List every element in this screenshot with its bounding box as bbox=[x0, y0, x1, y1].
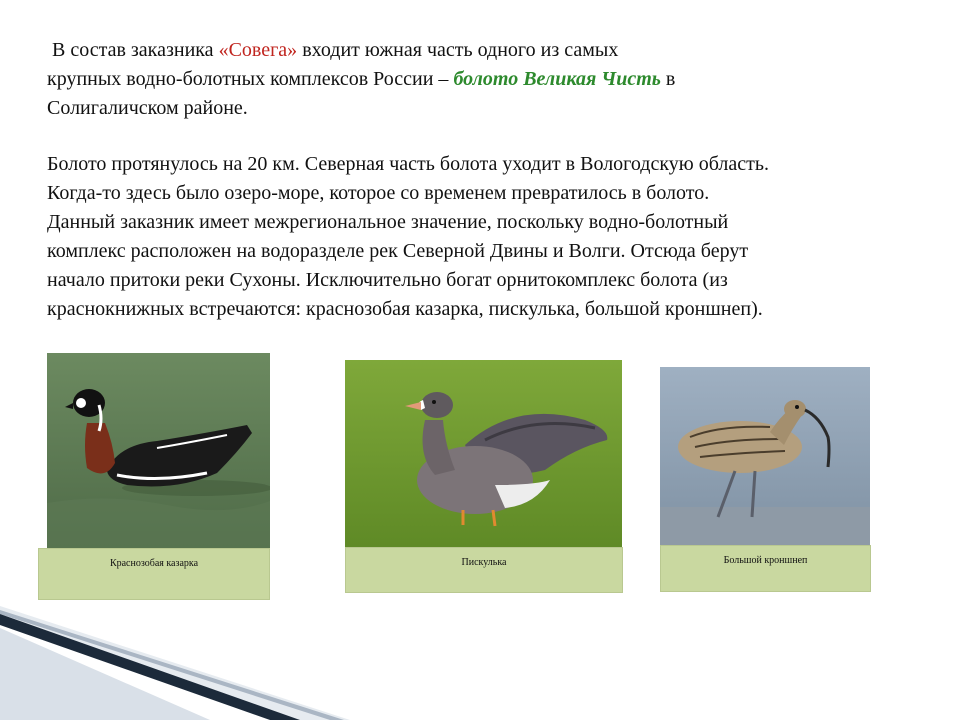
intro-text: В состав заказника bbox=[52, 39, 219, 61]
bird-caption: Пискулька bbox=[461, 557, 507, 568]
intro-text: в bbox=[660, 68, 676, 90]
lesser-white-fronted-goose-photo bbox=[345, 360, 622, 547]
caption-box bbox=[345, 547, 623, 593]
bird-caption: Краснозобая казарка bbox=[109, 558, 199, 569]
description-paragraph bbox=[47, 150, 927, 324]
description-line: начало притоки реки Сухоны. Исключительно богат орнитокомплекс болота (из bbox=[47, 269, 728, 291]
description-line: Болото протянулось на 20 км. Северная часть болота уходит в Вологодскую область. bbox=[47, 153, 770, 175]
description-line: комплекс расположен на водоразделе рек Северной Двины и Волги. Отсюда берут bbox=[47, 240, 749, 262]
description-line: Когда-то здесь было озеро-море, которое со временем превратилось в болото. bbox=[47, 182, 710, 204]
intro-text: Солигаличском районе. bbox=[47, 97, 248, 119]
sovega-link: «Совега» bbox=[218, 39, 298, 61]
caption-box bbox=[38, 548, 270, 600]
bird-caption: Большой кроншнеп bbox=[723, 555, 808, 566]
intro-paragraph bbox=[47, 36, 847, 123]
eurasian-curlew-photo bbox=[660, 367, 870, 545]
intro-text: входит южная часть одного из самых bbox=[297, 39, 619, 61]
description-line: краснокнижных встречаются: краснозобая казарка, пискулька, большой кроншнеп). bbox=[47, 298, 763, 320]
caption-box bbox=[660, 545, 871, 592]
red-breasted-goose-photo bbox=[47, 353, 270, 548]
description-line: Данный заказник имеет межрегиональное значение, поскольку водно-болотный bbox=[47, 211, 729, 233]
swamp-name: болото Великая Чисть bbox=[453, 68, 661, 90]
intro-text: крупных водно-болотных комплексов России – bbox=[47, 68, 454, 90]
